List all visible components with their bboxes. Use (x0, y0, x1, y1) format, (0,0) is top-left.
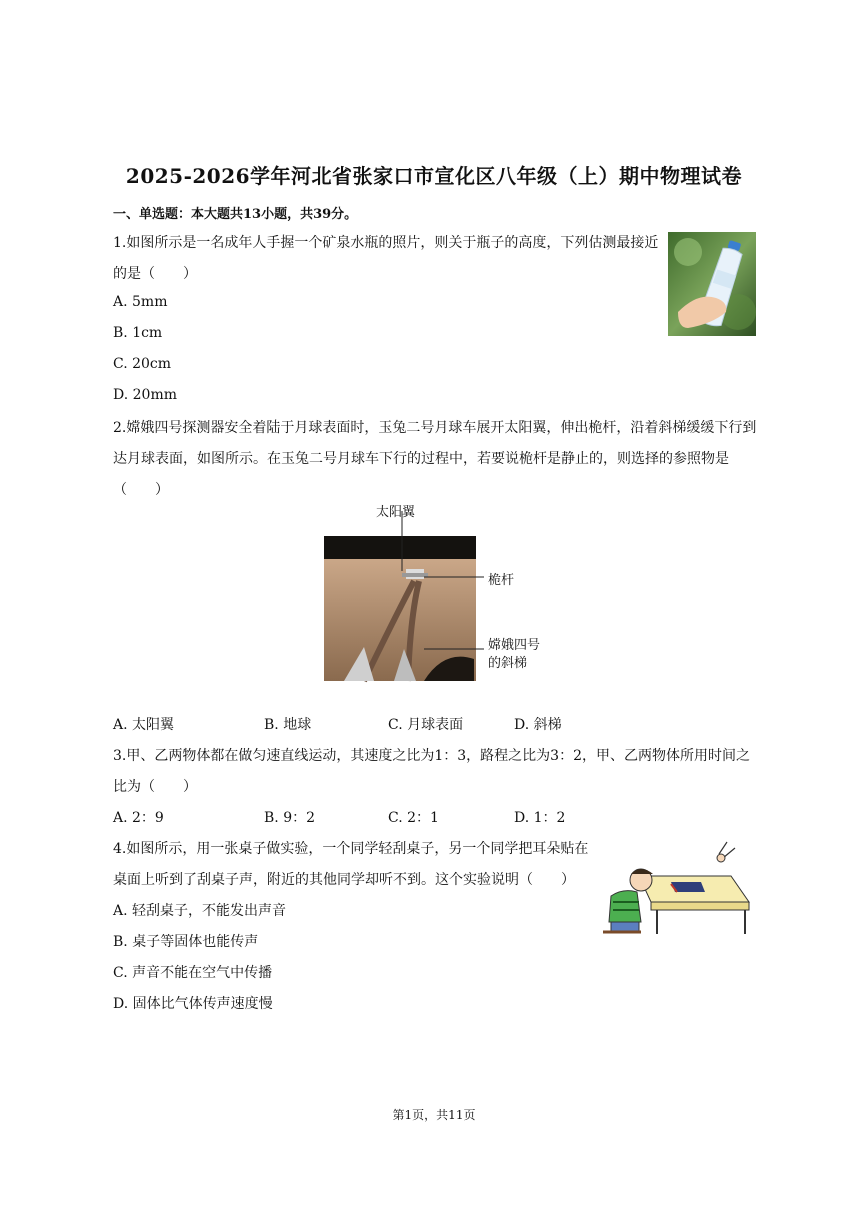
q3-option-a: A. 2：9 (113, 810, 164, 826)
q4-option-b: B. 桌子等固体也能传声 (113, 934, 259, 950)
q4-option-d: D. 固体比气体传声速度慢 (113, 996, 273, 1012)
q1-stem-line2: 的是（ ） (113, 266, 197, 282)
q2-stem-line2: 达月球表面，如图所示。在玉兔二号月球车下行的过程中，若要说桅杆是静止的，则选择的参照物是 (113, 451, 729, 467)
q1-option-c: C. 20cm (113, 356, 172, 372)
q3-stem-line1: 3.甲、乙两物体都在做匀速直线运动，其速度之比为1：3，路程之比为3：2，甲、乙两物体所用时间之 (113, 748, 750, 764)
page-title: 2025-2026学年河北省张家口市宣化区八年级（上）期中物理试卷 (125, 164, 743, 188)
label-solar-wing: 太阳翼 (376, 505, 416, 520)
label-mast: 桅杆 (488, 573, 515, 588)
page-footer: 第1页，共11页 (392, 1108, 476, 1122)
lunar-rover-figure (324, 499, 554, 684)
q1-option-b: B. 1cm (113, 325, 163, 341)
q2-option-a: A. 太阳翼 (113, 717, 175, 733)
bottle-photo (668, 232, 756, 336)
q2-option-d: D. 斜梯 (514, 717, 562, 733)
q2-stem-line1: 2.嫦娥四号探测器安全着陆于月球表面时，玉兔二号月球车展开太阳翼，伸出桅杆，沿着斜梯缓缓下行到 (113, 420, 757, 436)
q2-stem-line3: （ ） (113, 482, 169, 498)
desk-experiment-figure (601, 836, 751, 936)
q1-option-a: A. 5mm (113, 294, 168, 310)
q4-option-c: C. 声音不能在空气中传播 (113, 965, 273, 981)
q2-option-c: C. 月球表面 (388, 717, 464, 733)
q4-option-a: A. 轻刮桌子，不能发出声音 (113, 903, 287, 919)
section-heading: 一、单选题：本大题共13小题，共39分。 (113, 207, 358, 222)
q3-option-d: D. 1：2 (514, 810, 566, 826)
q2-option-b: B. 地球 (264, 717, 312, 733)
q4-stem-line2: 桌面上听到了刮桌子声，附近的其他同学却听不到。这个实验说明（ ） (113, 872, 575, 888)
q4-stem-line1: 4.如图所示，用一张桌子做实验，一个同学轻刮桌子，另一个同学把耳朵贴在 (113, 841, 589, 857)
q1-stem-line1: 1.如图所示是一名成年人手握一个矿泉水瓶的照片，则关于瓶子的高度，下列估测最接近 (113, 235, 659, 251)
q3-stem-line2: 比为（ ） (113, 779, 197, 795)
label-ladder-line1: 嫦娥四号 (488, 638, 541, 653)
q3-option-b: B. 9：2 (264, 810, 316, 826)
label-ladder-line2: 的斜梯 (488, 656, 528, 671)
q1-option-d: D. 20mm (113, 387, 177, 403)
q3-option-c: C. 2：1 (388, 810, 439, 826)
